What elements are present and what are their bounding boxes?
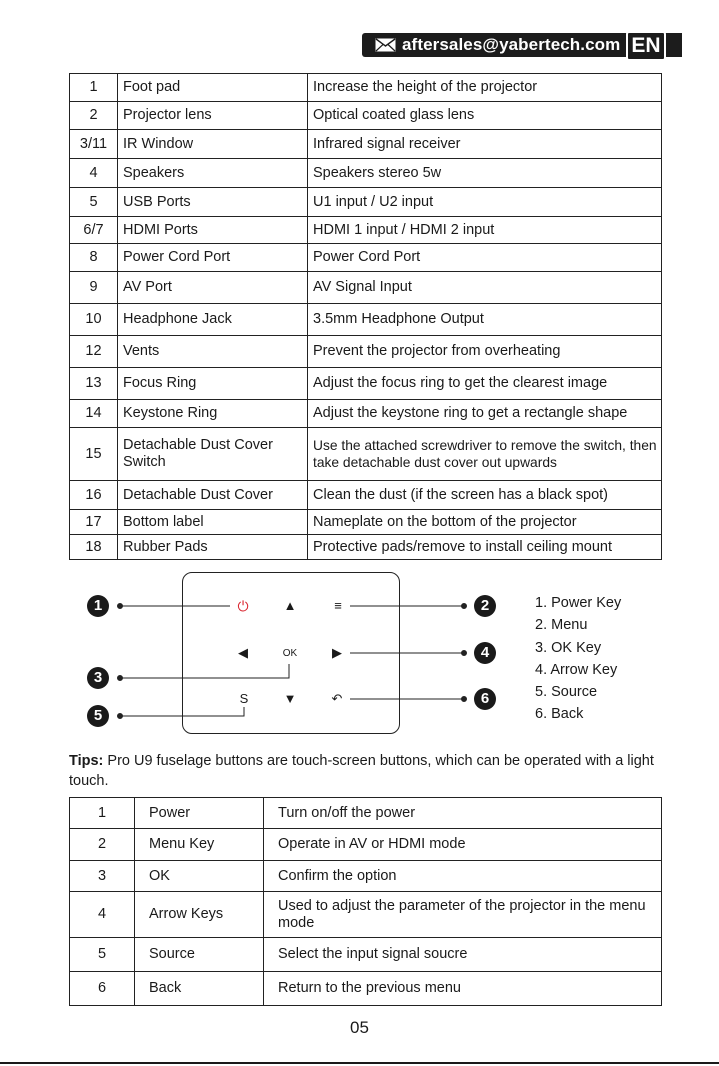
table-row	[70, 74, 662, 102]
key-description: Used to adjust the parameter of the projector in the menu mode	[264, 892, 662, 938]
table-row	[70, 892, 662, 938]
mail-icon	[375, 38, 396, 52]
key-number: 4	[70, 892, 135, 938]
legend-item: 3. OK Key	[535, 639, 602, 656]
key-name: Back	[135, 972, 264, 1006]
part-description: 3.5mm Headphone Output	[308, 304, 662, 336]
part-description: U1 input / U2 input	[308, 188, 662, 217]
part-description: Adjust the focus ring to get the clearest image	[308, 368, 662, 400]
callout-badge-6: 6	[474, 688, 496, 710]
table-row	[70, 159, 662, 188]
support-email: aftersales@yabertech.com	[402, 35, 621, 54]
key-number: 5	[70, 938, 135, 972]
table-row	[70, 798, 662, 829]
part-name: Foot pad	[118, 74, 308, 102]
part-number: 8	[70, 244, 118, 272]
part-description: Use the attached screwdriver to remove the switch, then take detachable dust cover out upwards	[308, 428, 662, 481]
table-row	[70, 102, 662, 130]
part-name: Rubber Pads	[118, 535, 308, 560]
key-name: Power	[135, 798, 264, 829]
arrow-right-icon[interactable]: ▶	[332, 645, 342, 660]
part-number: 13	[70, 368, 118, 400]
menu-icon[interactable]: ≡	[334, 598, 342, 613]
part-name: Keystone Ring	[118, 400, 308, 428]
part-name: IR Window	[118, 130, 308, 159]
part-description: Power Cord Port	[308, 244, 662, 272]
key-name: Menu Key	[135, 829, 264, 861]
table-row	[70, 510, 662, 535]
key-name: OK	[135, 861, 264, 892]
table-row	[70, 861, 662, 892]
callout-badge-5: 5	[87, 705, 109, 727]
source-icon[interactable]: S	[239, 691, 249, 706]
part-number: 12	[70, 336, 118, 368]
part-name: Bottom label	[118, 510, 308, 535]
part-description: AV Signal Input	[308, 272, 662, 304]
key-name: Source	[135, 938, 264, 972]
tips-paragraph	[69, 751, 669, 791]
key-name: Arrow Keys	[135, 892, 264, 938]
key-number: 3	[70, 861, 135, 892]
part-description: Increase the height of the projector	[308, 74, 662, 102]
part-number: 9	[70, 272, 118, 304]
part-name: Speakers	[118, 159, 308, 188]
table-row	[70, 481, 662, 510]
arrow-left-icon[interactable]: ◀	[238, 645, 248, 660]
table-row	[70, 972, 662, 1006]
key-description: Return to the previous menu	[264, 972, 662, 1006]
part-description: Nameplate on the bottom of the projector	[308, 510, 662, 535]
part-name: AV Port	[118, 272, 308, 304]
table-row	[70, 535, 662, 560]
legend-item: 5. Source	[535, 684, 598, 701]
table-row	[70, 829, 662, 861]
part-name: Power Cord Port	[118, 244, 308, 272]
part-number: 17	[70, 510, 118, 535]
tips-label: Tips:	[69, 753, 104, 769]
table-row	[70, 304, 662, 336]
part-description: HDMI 1 input / HDMI 2 input	[308, 217, 662, 244]
part-description: Protective pads/remove to install ceiling mount	[308, 535, 662, 560]
part-number: 16	[70, 481, 118, 510]
tips-text: Pro U9 fuselage buttons are touch-screen buttons, which can be operated with a light touch.	[69, 753, 654, 789]
contact-header	[362, 33, 682, 57]
legend-item: 1. Power Key	[535, 595, 622, 611]
bottom-rule	[0, 1062, 719, 1064]
part-number: 14	[70, 400, 118, 428]
arrow-down-icon[interactable]: ▼	[283, 691, 297, 706]
part-description: Optical coated glass lens	[308, 102, 662, 130]
table-row	[70, 368, 662, 400]
key-description: Select the input signal soucre	[264, 938, 662, 972]
back-icon[interactable]: ↶	[331, 691, 343, 706]
part-number: 4	[70, 159, 118, 188]
key-number: 6	[70, 972, 135, 1006]
table-row	[70, 428, 662, 481]
arrow-up-icon[interactable]: ▲	[283, 598, 297, 613]
callout-badge-3: 3	[87, 667, 109, 689]
table-row	[70, 272, 662, 304]
keys-table	[69, 797, 662, 1006]
language-badge: EN	[626, 31, 666, 61]
part-name: HDMI Ports	[118, 217, 308, 244]
part-name: Detachable Dust Cover Switch	[118, 428, 308, 481]
part-name: Vents	[118, 336, 308, 368]
callout-badge-2: 2	[474, 595, 496, 617]
part-number: 5	[70, 188, 118, 217]
parts-table	[69, 73, 662, 560]
key-number: 2	[70, 829, 135, 861]
part-name: USB Ports	[118, 188, 308, 217]
table-row	[70, 938, 662, 972]
key-description: Turn on/off the power	[264, 798, 662, 829]
legend-item: 6. Back	[535, 706, 584, 723]
part-name: Headphone Jack	[118, 304, 308, 336]
table-row	[70, 188, 662, 217]
power-icon[interactable]: ⏻	[237, 598, 249, 614]
table-row	[70, 217, 662, 244]
key-description: Operate in AV or HDMI mode	[264, 829, 662, 861]
page-number: 05	[350, 1018, 369, 1037]
part-number: 2	[70, 102, 118, 130]
part-name: Detachable Dust Cover	[118, 481, 308, 510]
key-number: 1	[70, 798, 135, 829]
table-row	[70, 244, 662, 272]
key-legend	[535, 592, 621, 726]
part-number: 1	[70, 74, 118, 102]
part-description: Infrared signal receiver	[308, 130, 662, 159]
part-number: 10	[70, 304, 118, 336]
legend-item: 2. Menu	[535, 617, 588, 634]
ok-button[interactable]: OK	[282, 648, 298, 659]
key-description: Confirm the option	[264, 861, 662, 892]
legend-item: 4. Arrow Key	[535, 661, 618, 678]
part-description: Speakers stereo 5w	[308, 159, 662, 188]
part-number: 15	[70, 428, 118, 481]
part-description: Prevent the projector from overheating	[308, 336, 662, 368]
part-number: 18	[70, 535, 118, 560]
table-row	[70, 336, 662, 368]
table-row	[70, 400, 662, 428]
part-number: 6/7	[70, 217, 118, 244]
part-name: Projector lens	[118, 102, 308, 130]
part-name: Focus Ring	[118, 368, 308, 400]
callout-badge-1: 1	[87, 595, 109, 617]
part-description: Clean the dust (if the screen has a black spot)	[308, 481, 662, 510]
part-number: 3/11	[70, 130, 118, 159]
part-description: Adjust the keystone ring to get a rectangle shape	[308, 400, 662, 428]
table-row	[70, 130, 662, 159]
callout-badge-4: 4	[474, 642, 496, 664]
